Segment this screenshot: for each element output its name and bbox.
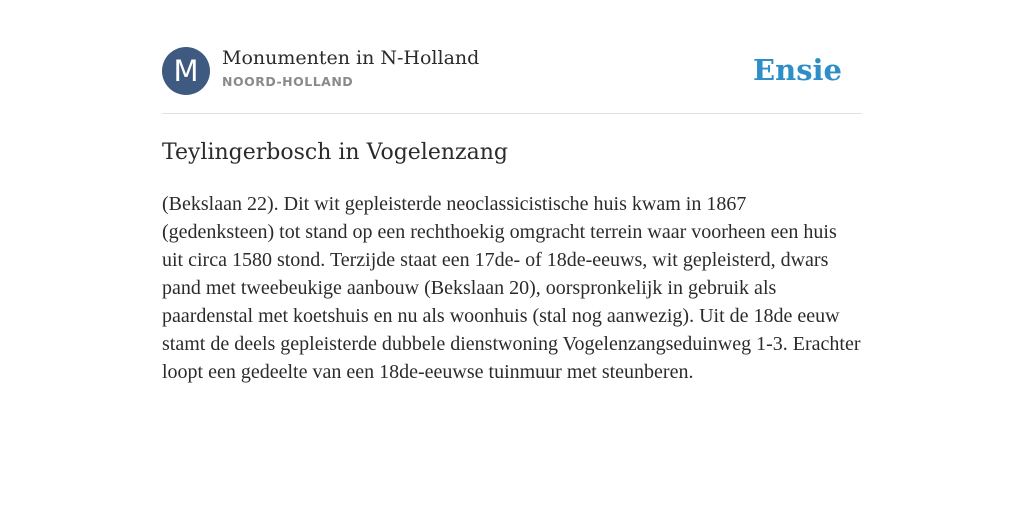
entry-body: (Bekslaan 22). Dit wit gepleisterde neoclassicistische huis kwam in 1867 (gedenksteen) tot stand op een rechthoekig omgracht terrein waar voorheen een huis uit circa 1580 stond. Terzijde staat een 17de- of 18de-eeuws, wit gepleisterd, dwars pand met tweebeukige aanbouw (Bekslaan 20), oorspronkelijk in gebruik als paardenstal met koetshuis en nu als woonhuis (stal nog aanwezig). Uit de 18de eeuw stamt de deels gepleisterde dubbele dienstwoning Vogelenzangseduinweg 1-3. Erachter loopt een gedeelte van een 18de-eeuwse tuinmuur met steunberen. [162,193,861,383]
entry-title: Teylingerbosch in Vogelenzang [162,140,508,165]
entry-card [162,46,862,386]
source-region: NOORD-HOLLAND [222,74,354,89]
brand-logo[interactable]: Ensie [753,53,842,87]
source-avatar[interactable]: M [162,47,210,95]
source-title-link[interactable]: Monumenten in N-Holland [222,47,480,69]
source-header [162,46,862,114]
